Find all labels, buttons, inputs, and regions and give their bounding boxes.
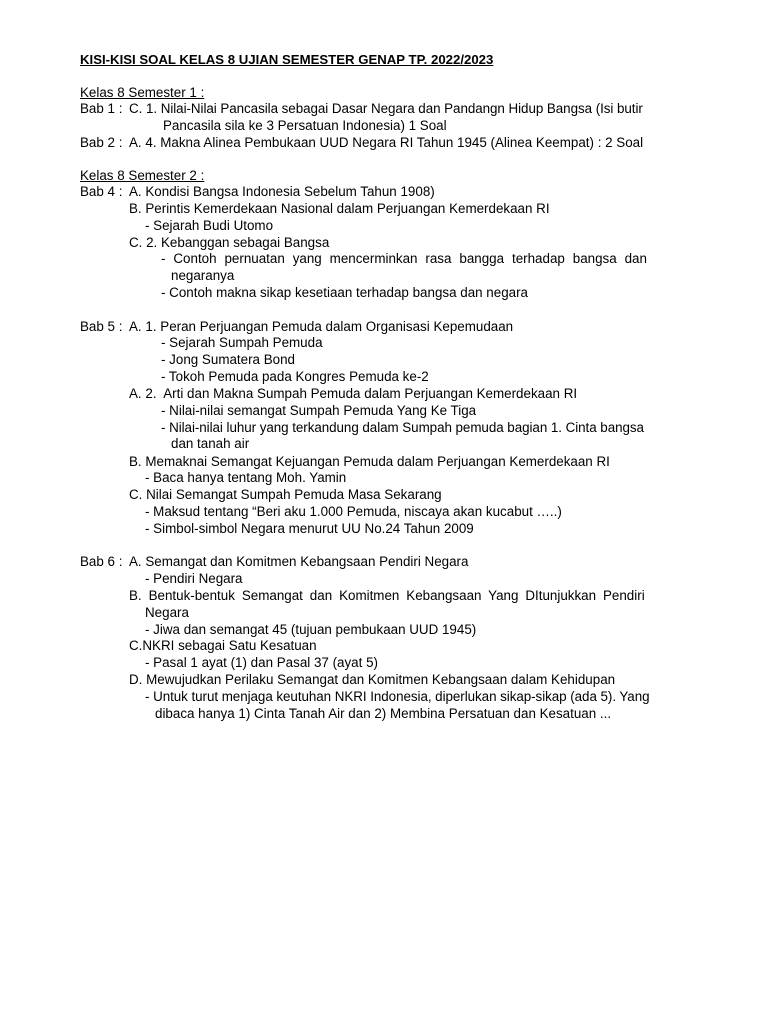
bab-5-item-a1: A. 1. Peran Perjuangan Pemuda dalam Organisasi Kepemudaan <box>129 319 514 334</box>
semester-1-heading: Kelas 8 Semester 1 : <box>80 85 205 100</box>
bab-5-item-a2-2: - Nilai-nilai luhur yang terkandung dalam Sumpah pemuda bagian 1. Cinta bangsa <box>161 420 644 435</box>
bab-6-item-c: C.NKRI sebagai Satu Kesatuan <box>129 638 317 653</box>
bab-5-item-a1-1: - Sejarah Sumpah Pemuda <box>161 335 323 350</box>
bab-5-item-c1: - Maksud tentang “Beri aku 1.000 Pemuda, niscaya akan kucabut …..) <box>145 504 562 519</box>
bab-4-item-c2-1-continued: negaranya <box>171 268 235 283</box>
bab-5-item-a1-2: - Jong Sumatera Bond <box>161 352 295 367</box>
bab-6-item-d: D. Mewujudkan Perilaku Semangat dan Komitmen Kebangsaan dalam Kehidupan <box>129 672 616 687</box>
bab-6-item-a1: - Pendiri Negara <box>145 571 243 586</box>
bab-6-item-b-continued: Negara <box>145 605 189 620</box>
bab-4-label: Bab 4 : <box>80 184 123 199</box>
bab-5-item-a2-1: - Nilai-nilai semangat Sumpah Pemuda Yang Ke Tiga <box>161 403 477 418</box>
bab-6-label: Bab 6 : <box>80 554 123 569</box>
bab-5-item-a2: A. 2. Arti dan Makna Sumpah Pemuda dalam Perjuangan Kemerdekaan RI <box>129 386 578 401</box>
bab-5-item-a2-2-continued: dan tanah air <box>171 436 250 451</box>
bab-6-item-d1-continued: dibaca hanya 1) Cinta Tanah Air dan 2) Membina Persatuan dan Kesatuan ... <box>155 706 612 721</box>
bab-1-item-c1: C. 1. Nilai-Nilai Pancasila sebagai Dasar Negara dan Pandangn Hidup Bangsa (Isi butir <box>129 101 643 116</box>
bab-5-item-b1: - Baca hanya tentang Moh. Yamin <box>145 470 347 485</box>
bab-4-item-a: A. Kondisi Bangsa Indonesia Sebelum Tahun 1908) <box>129 184 435 199</box>
bab-6-item-c1: - Pasal 1 ayat (1) dan Pasal 37 (ayat 5) <box>145 655 378 670</box>
bab-4-item-b1: - Sejarah Budi Utomo <box>145 218 274 233</box>
bab-5-item-a1-3: - Tokoh Pemuda pada Kongres Pemuda ke-2 <box>161 369 429 384</box>
bab-6-item-b: B. Bentuk-bentuk Semangat dan Komitmen Kebangsaan Yang DItunjukkan Pendiri <box>129 588 645 603</box>
bab-6-item-d1: - Untuk turut menjaga keutuhan NKRI Indonesia, diperlukan sikap-sikap (ada 5). Yang <box>145 689 650 704</box>
bab-5-item-c2: - Simbol-simbol Negara menurut UU No.24 Tahun 2009 <box>145 521 474 536</box>
document-title: KISI-KISI SOAL KELAS 8 UJIAN SEMESTER GENAP TP. 2022/2023 <box>80 52 494 67</box>
bab-6-item-b1: - Jiwa dan semangat 45 (tujuan pembukaan UUD 1945) <box>145 622 477 637</box>
bab-6-item-a: A. Semangat dan Komitmen Kebangsaan Pendiri Negara <box>129 554 469 569</box>
semester-2-heading: Kelas 8 Semester 2 : <box>80 168 205 183</box>
bab-2-label: Bab 2 : <box>80 135 123 150</box>
bab-5-item-c: C. Nilai Semangat Sumpah Pemuda Masa Sekarang <box>129 487 442 502</box>
bab-4-item-c2-1: - Contoh pernuatan yang mencerminkan rasa bangga terhadap bangsa dan <box>161 251 647 266</box>
bab-4-item-b: B. Perintis Kemerdekaan Nasional dalam Perjuangan Kemerdekaan RI <box>129 201 550 216</box>
bab-5-item-b: B. Memaknai Semangat Kejuangan Pemuda dalam Perjuangan Kemerdekaan RI <box>129 454 610 469</box>
bab-4-item-c2: C. 2. Kebanggan sebagai Bangsa <box>129 235 330 250</box>
bab-2-item-a4: A. 4. Makna Alinea Pembukaan UUD Negara RI Tahun 1945 (Alinea Keempat) : 2 Soal <box>129 135 644 150</box>
bab-1-label: Bab 1 : <box>80 101 123 116</box>
bab-4-item-c2-2: - Contoh makna sikap kesetiaan terhadap bangsa dan negara <box>161 285 529 300</box>
bab-5-label: Bab 5 : <box>80 319 123 334</box>
bab-1-item-c1-continued: Pancasila sila ke 3 Persatuan Indonesia) 1 Soal <box>163 118 447 133</box>
